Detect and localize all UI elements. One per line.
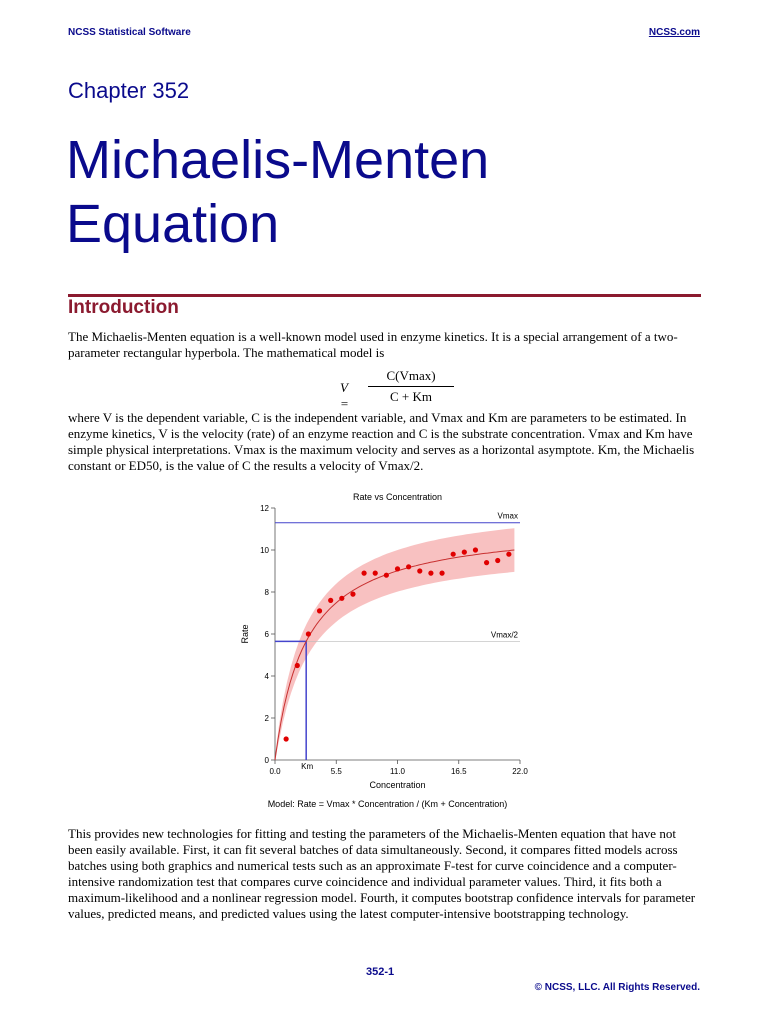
y-tick-label: 12 [260,504,269,513]
data-point [317,608,322,613]
y-tick-label: 8 [264,588,269,597]
x-tick-label: 5.5 [330,767,342,776]
data-point [306,631,311,636]
data-point [417,568,422,573]
figure-rate-vs-concentration [230,488,540,818]
data-point [462,550,467,555]
page-title [66,128,489,256]
data-point [428,571,433,576]
data-point [406,564,411,569]
x-tick-label: 16.5 [450,767,467,776]
section-heading: Introduction [68,297,179,318]
y-tick-label: 4 [264,672,269,681]
data-point [284,736,289,741]
y-tick-label: 0 [264,756,269,765]
y-tick-label: 2 [264,714,269,723]
features-paragraph: This provides new technologies for fitting and testing the parameters of the Michaelis-Menten equation that have not been easily available. First, it can fit several batches of data simultaneously. Second, it compares fitted models across batches using both graphics and numerical tests such as an approximate F-test for curve coincidence and a computer-intensive randomization test that compares curve coincidence and individual parameter values. Third, it fits both a maximum-likelihood and a nonlinear regression model. Fourth, it computes bootstrap confidence intervals for parameter values, predicted means, and predicted values using the latest computer-intensive bootstrapping technology. [68,826,696,921]
fraction-bar [368,386,454,387]
equation-fraction [368,368,454,405]
x-tick-label: 11.0 [390,767,405,776]
data-point [484,560,489,565]
header-site-link[interactable]: NCSS.com [648,27,700,38]
chart-svg [230,488,540,818]
data-point [295,663,300,668]
data-point [395,566,400,571]
x-tick-label: 22.0 [512,767,528,776]
equation-numerator: C(Vmax) [386,368,436,383]
x-axis-title: Concentration [369,780,426,790]
confidence-band [275,528,514,760]
chapter-label: Chapter 352 [68,78,190,103]
equation-denominator: C + Km [389,389,432,404]
data-point [373,571,378,576]
x-tick-label: 0.0 [269,767,281,776]
data-point [451,552,456,557]
y-tick-label: 10 [260,546,269,555]
data-point [439,571,444,576]
data-point [506,552,511,557]
title-line-1: Michaelis-Menten [66,130,490,190]
data-point [495,558,500,563]
data-point [328,598,333,603]
vmax-label: Vmax [497,511,518,521]
y-axis-title: Rate [240,624,250,644]
data-point [339,596,344,601]
chart-title: Rate vs Concentration [352,492,443,502]
header-left-title: NCSS Statistical Software [68,27,191,38]
title-line-2: Equation [66,194,280,254]
data-point [350,592,355,597]
y-tick-label: 6 [264,630,269,639]
copyright: © NCSS, LLC. All Rights Reserved. [534,982,700,993]
data-point [384,573,389,578]
equation-lhs: V = [340,380,349,411]
data-point [473,547,478,552]
intro-paragraph: The Michaelis-Menten equation is a well-known model used in enzyme kinetics. It is a special arrangement of a two-parameter rectangular hyperbola. The mathematical model is [68,329,678,360]
vmax-half-label: Vmax/2 [490,630,518,640]
chart-caption: Model: Rate = Vmax * Concentration / (Km + Concentration) [267,799,508,809]
data-point [361,571,366,576]
definition-paragraph: where V is the dependent variable, C is the independent variable, and Vmax and Km are parameters to be estimated. In enzyme kinetics, V is the velocity (rate) of an enzyme reaction and C is the substrate concentration. Vmax and Km have simple physical interpretations. Vmax is the maximum velocity and serves as a horizontal asymptote. Km, the Michaelis constant or ED50, is the value of C the results a velocity of Vmax/2. [68,410,695,473]
page-number: 352-1 [366,966,395,978]
km-label: Km [301,762,314,771]
